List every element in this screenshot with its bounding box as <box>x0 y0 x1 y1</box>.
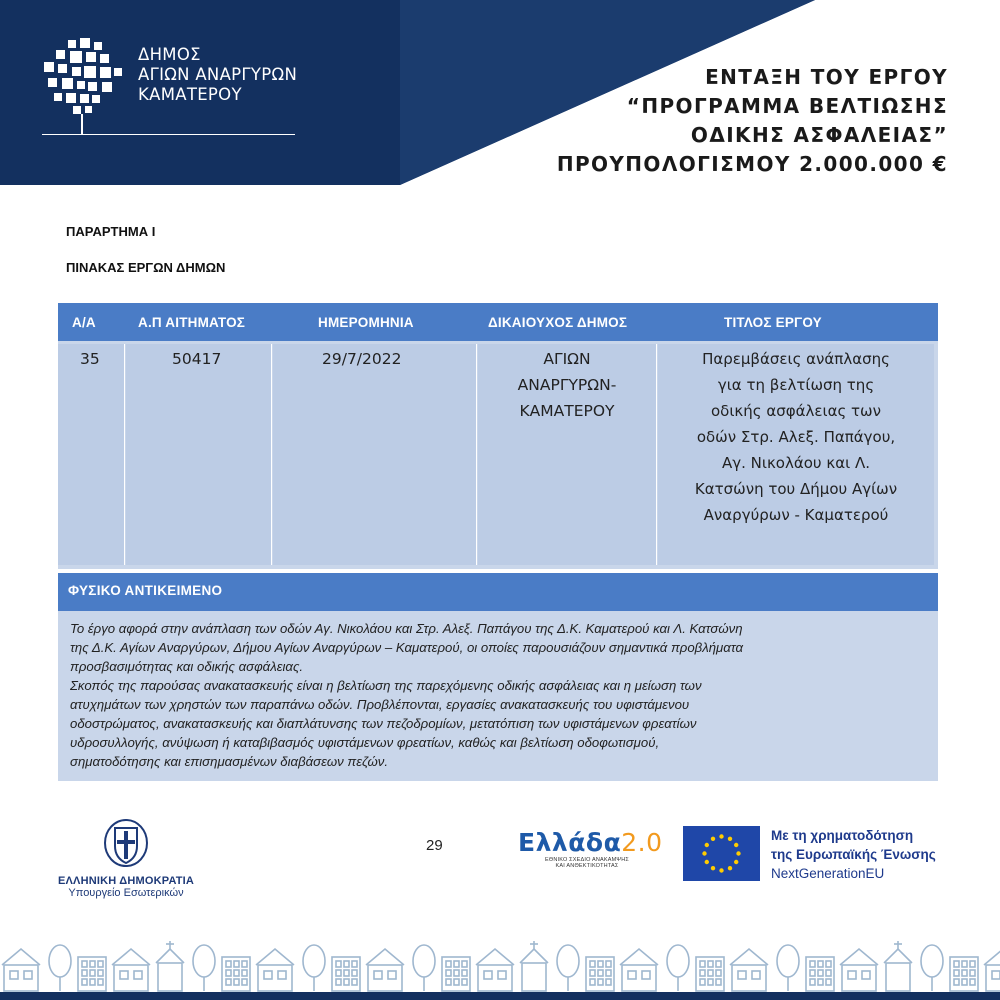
page-headline <box>488 63 948 179</box>
logo-line-3: ΚΑΜΑΤΕΡΟΥ <box>138 85 242 104</box>
town-skyline-icon <box>0 935 1000 1000</box>
col-header-date: ΗΜΕΡΟΜΗΝΙΑ <box>318 315 414 330</box>
title-line-4: οδών Στρ. Αλεξ. Παπάγου, <box>696 428 896 446</box>
table-header-row <box>58 303 938 341</box>
eu-line-3: NextGenerationEU <box>771 866 885 881</box>
cell-aa-text: 35 <box>80 350 100 368</box>
municipality-line-2: ΑΝΑΡΓΥΡΩΝ- <box>517 376 617 394</box>
cell-ap <box>126 344 272 565</box>
greece-2-0-logo <box>518 828 663 869</box>
ellada-sub-line-2: ΚΑΙ ΑΝΘΕΚΤΙΚΟΤΗΤΑΣ <box>555 863 619 869</box>
col-header-municipality: ΔΙΚΑΙΟΥΧΟΣ ΔΗΜΟΣ <box>488 315 628 330</box>
annex-subtitle: ΠΙΝΑΚΑΣ ΕΡΓΩΝ ΔΗΜΩΝ <box>66 260 226 275</box>
title-line-1: Παρεμβάσεις ανάπλασης <box>702 350 890 368</box>
tree-of-squares-icon <box>40 38 126 136</box>
col-header-ap: Α.Π ΑΙΤΗΜΑΤΟΣ <box>138 315 246 330</box>
headline-line-4: ΠΡΟΥΠΟΛΟΓΙΣΜΟΥ 2.000.000 € <box>556 152 948 176</box>
cell-date <box>273 344 477 565</box>
col-header-aa: Α/Α <box>72 315 96 330</box>
table-row <box>58 341 938 569</box>
description-line: Το έργο αφορά στην ανάπλαση των οδών Αγ. Νικολάου και Στρ. Αλεξ. Παπάγου της Δ.Κ. Καματερού και Λ. Κατσώνη <box>70 621 743 636</box>
ellada-sub-line-1: ΕΘΝΙΚΟ ΣΧΕΔΙΟ ΑΝΑΚΑΜΨΗΣ <box>545 857 629 863</box>
greek-republic-name: ΕΛΛΗΝΙΚΗ ΔΗΜΟΚΡΑΤΙΑ <box>57 875 195 887</box>
logo-line-1: ΔΗΜΟΣ <box>138 45 201 64</box>
title-line-2: για τη βελτίωση της <box>717 376 875 394</box>
logo-divider <box>42 134 295 135</box>
headline-line-2: “ΠΡΟΓΡΑΜΜΑ ΒΕΛΤΙΩΣΗΣ <box>626 94 948 118</box>
headline-line-1: ΕΝΤΑΞΗ ΤΟΥ ΕΡΓΟΥ <box>705 65 948 89</box>
cell-ap-text: 50417 <box>172 350 222 368</box>
cell-date-text: 29/7/2022 <box>322 350 402 368</box>
description-line: προσβασιμότητας και οδικής ασφάλειας. <box>70 659 304 674</box>
ellada-version: 2.0 <box>621 828 663 857</box>
title-line-3: οδικής ασφάλειας των <box>710 402 882 420</box>
projects-table <box>58 303 938 781</box>
cell-title-text <box>658 346 934 528</box>
col-header-title: ΤΙΤΛΟΣ ΕΡΓΟΥ <box>724 315 822 330</box>
annex-title: ΠΑΡΑΡΤΗΜΑ Ι <box>66 224 156 239</box>
fysiko-header <box>58 573 938 611</box>
title-line-5: Αγ. Νικολάου και Λ. <box>722 454 870 472</box>
description-line: υδροσυλλογής, ανύψωση ή καταβιβασμός υφιστάμενων φρεατίων, καθώς και βελτίωση οδοφωτισμού, <box>70 735 660 750</box>
ministry-name: Υπουργείο Εσωτερικών <box>68 887 184 899</box>
greek-republic-logo <box>56 818 196 899</box>
cell-title <box>658 344 934 565</box>
cell-municipality <box>478 344 657 565</box>
municipality-line-3: ΚΑΜΑΤΕΡΟΥ <box>519 402 615 420</box>
logo-line-2: ΑΓΙΩΝ ΑΝΑΡΓΥΡΩΝ <box>138 65 298 84</box>
title-line-6: Κατσώνη του Δήμου Αγίων <box>694 480 898 498</box>
cell-aa <box>58 344 125 565</box>
municipality-logo-text <box>138 45 297 105</box>
description-line: ατυχημάτων των χρηστών των παραπάνω οδών. Προβλέπονται, εργασίες ανακατασκευής του υφιστάμενου <box>70 697 690 712</box>
fysiko-header-label: ΦΥΣΙΚΟ ΑΝΤΙΚΕΙΜΕΝΟ <box>68 583 223 598</box>
fysiko-description <box>58 611 938 781</box>
description-line: σηματοδότησης και επισημασμένων διαβάσεων πεζών. <box>70 754 389 769</box>
description-line: οδοστρώματος, ανακατασκευής και διαπλάτυνσης των πεζοδρομίων, μετατόπιση των υφιστάμενων φρεατίων <box>70 716 697 731</box>
municipality-line-1: ΑΓΙΩΝ <box>543 350 591 368</box>
title-line-7: Αναργύρων - Καματερού <box>703 506 889 524</box>
page-number: 29 <box>426 837 443 854</box>
description-line: της Δ.Κ. Αγίων Αναργύρων, Δήμου Αγίων Αναργύρων – Καματερού, οι οποίες παρουσιάζουν σημαντικά προβλήματα <box>70 640 744 655</box>
ellada-word: Ελλάδα <box>518 828 622 857</box>
eu-line-1: Με τη χρηματοδότηση <box>771 828 914 843</box>
eu-flag-icon <box>683 826 760 881</box>
cell-municipality-text <box>478 346 656 424</box>
eu-line-2: της Ευρωπαϊκής Ένωσης <box>771 847 936 862</box>
greek-coat-of-arms-icon <box>103 818 149 868</box>
headline-line-3: ΟΔΙΚΗΣ ΑΣΦΑΛΕΙΑΣ” <box>690 123 948 147</box>
description-line: Σκοπός της παρούσας ανακατασκευής είναι η βελτίωση της παρεχόμενης οδικής ασφάλειας και η μείωση των <box>70 678 702 693</box>
